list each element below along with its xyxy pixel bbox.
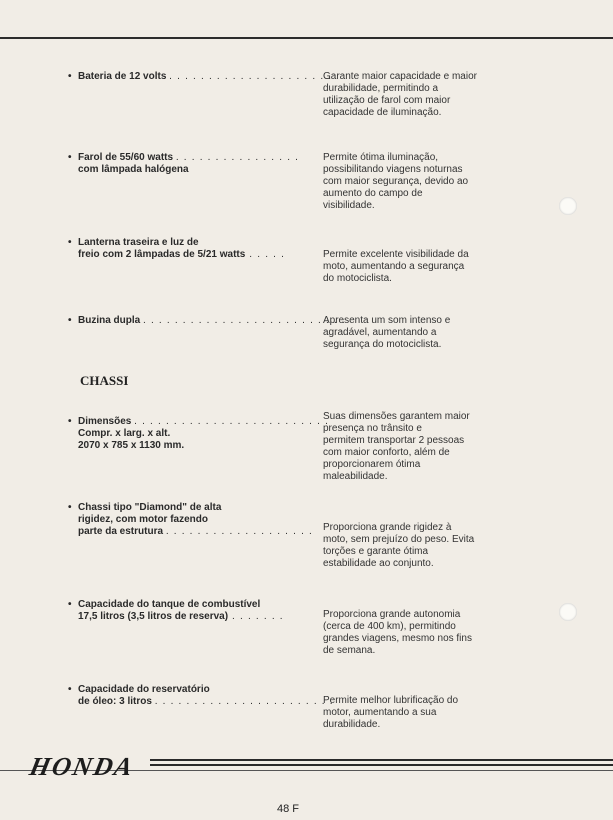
- binder-hole: [559, 197, 577, 215]
- feature-text: • Farol de 55/60 watts . . . . . . . . . . . . . . . . com lâmpada halógena: [68, 152, 300, 175]
- band-line: [150, 759, 613, 761]
- bullet-icon: •: [68, 237, 72, 248]
- feature-text: • Buzina dupla . . . . . . . . . . . . . . . . . . . . . . . . . .: [68, 315, 346, 326]
- feature-text: • Capacidade do reservatório de óleo: 3 litros . . . . . . . . . . . . . . . . . . . . . . .: [68, 684, 334, 707]
- bullet-icon: •: [68, 684, 72, 695]
- benefit-text: Suas dimensões garantem maior presença no trânsito e permitem transportar 2 pessoas com maior conforto, além de proporcionarem ótima maleabilidade.: [323, 411, 470, 482]
- honda-logo: HONDA: [27, 752, 138, 781]
- feature-text: • Lanterna traseira e luz de freio com 2 lâmpadas de 5/21 watts . . . . .: [68, 237, 286, 260]
- benefit-text: Permite melhor lubrificação do motor, aumentando a sua durabilidade.: [323, 695, 459, 730]
- benefit-text: Permite ótima iluminação, possibilitando viagens noturnas com maior segurança, devido ao aumento do campo de visibilidade.: [323, 152, 469, 211]
- feature-text: • Capacidade do tanque de combustível 17,5 litros (3,5 litros de reserva) . . . . . . .: [68, 599, 284, 622]
- bullet-icon: •: [68, 71, 72, 82]
- feature-text: • Dimensões . . . . . . . . . . . . . . . . . . . . . . . . . Compr. x larg. x alt. 2070 x 785 x 1130 mm.: [68, 416, 330, 451]
- binder-hole: [559, 603, 577, 621]
- benefit-text: Proporciona grande autonomia (cerca de 400 km), permitindo grandes viagens, mesmo nos fins de semana.: [323, 609, 472, 656]
- band-line: [150, 764, 613, 766]
- bullet-icon: •: [68, 152, 72, 163]
- feature-text: • Chassi tipo "Diamond" de alta rigidez, com motor fazendo parte da estrutura . . . . . . . . . . . . . . . . . . .: [68, 502, 314, 537]
- benefit-text: Proporciona grande rigidez à moto, sem prejuízo do peso. Evita torções e garante ótima estabilidade ao conjunto.: [323, 522, 475, 569]
- top-rule: [0, 37, 613, 39]
- bullet-icon: •: [68, 502, 72, 513]
- feature-text: • Bateria de 12 volts . . . . . . . . . . . . . . . . . . . . .: [68, 71, 333, 82]
- section-title: CHASSI: [80, 373, 129, 388]
- benefit-text: Garante maior capacidade e maior durabilidade, permitindo a utilização de farol com maior capacidade de iluminação.: [323, 71, 477, 118]
- bullet-icon: •: [68, 599, 72, 610]
- benefit-text: Permite excelente visibilidade da moto, aumentando a segurança do motociclista.: [323, 249, 469, 284]
- bullet-icon: •: [68, 416, 72, 427]
- page-number: 48 F: [277, 803, 300, 815]
- bullet-icon: •: [68, 315, 72, 326]
- benefit-text: Apresenta um som intenso e agradável, aumentando a segurança do motociclista.: [323, 315, 451, 350]
